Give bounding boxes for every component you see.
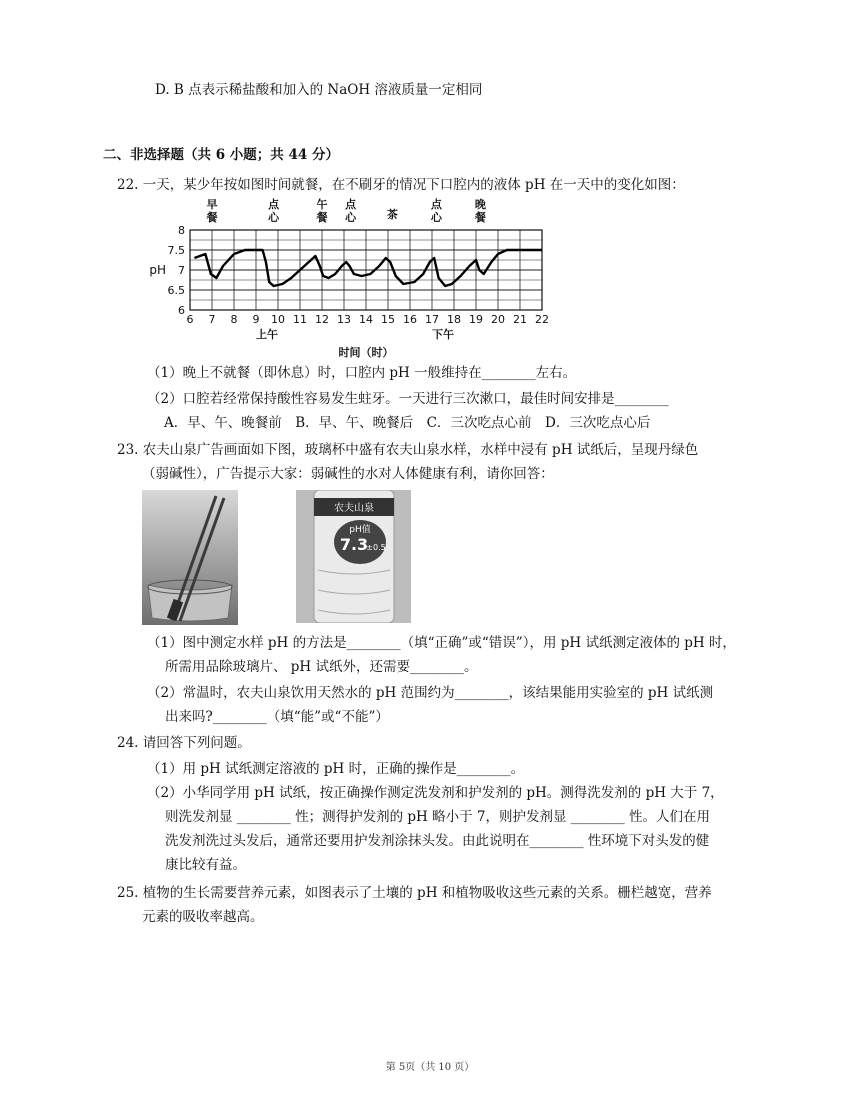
x-tick-label: 19 — [469, 313, 483, 326]
x-tick-label: 10 — [271, 313, 285, 326]
water-bottle-photo — [296, 490, 411, 623]
question-23-stem-line-1: 23. 农夫山泉广告画面如下图，玻璃杯中盛有农夫山泉水样，水样中浸有 pH 试纸后，呈现丹绿色 — [117, 442, 699, 458]
x-tick-label: 9 — [252, 313, 260, 326]
question-24-stem: 24. 请回答下列问题。 — [117, 735, 251, 751]
section-heading: 二、非选择题（共 6 小题；共 44 分） — [103, 147, 339, 163]
x-tick-label: 11 — [293, 313, 307, 326]
meal-label: 心 — [430, 211, 442, 224]
question-22-part-2: （2）口腔若经常保持酸性容易发生蛀牙。一天进行三次漱口，最佳时间安排是________ — [147, 391, 669, 407]
bottle-ph-value: 7.3 — [339, 535, 369, 554]
question-25-stem-line-1: 25. 植物的生长需要营养元素，如图表示了土壤的 pH 和植物吸收这些元素的关系。栅栏越宽，营养 — [117, 885, 712, 901]
bottle-brand-label: 农夫山泉 — [334, 503, 374, 514]
y-axis-label: pH — [149, 263, 166, 277]
period-label: 上午 — [256, 328, 278, 341]
question-21-option-d: D. B 点表示稀盐酸和加入的 NaOH 溶液质量一定相同 — [155, 82, 483, 98]
glass-with-ph-strip-photo — [142, 490, 238, 625]
question-22-stem: 22. 一天，某少年按如图时间就餐，在不刷牙的情况下口腔内的液体 pH 在一天中的变化如图： — [117, 177, 685, 193]
x-tick-label: 17 — [425, 313, 439, 326]
question-23-part-1-line-1: （1）图中测定水样 pH 的方法是________（填“正确”或“错误”），用 pH 试纸测定液体的 pH 时， — [147, 635, 736, 651]
x-tick-label: 21 — [513, 313, 527, 326]
x-tick-label: 20 — [491, 313, 505, 326]
x-tick-label: 14 — [359, 313, 373, 326]
y-tick-label: 8 — [178, 224, 185, 237]
ph-chart — [140, 198, 560, 368]
question-23-part-2-line-2: 出来吗?________（填“能”或“不能”） — [165, 709, 389, 725]
x-axis-label: 时间（时） — [338, 346, 394, 359]
meal-label: 心 — [268, 211, 280, 224]
question-24-part-2-line-4: 康比较有益。 — [165, 857, 246, 873]
x-tick-label: 18 — [447, 313, 461, 326]
meal-label: 点 — [268, 198, 280, 211]
x-tick-label: 6 — [186, 313, 194, 326]
period-label: 下午 — [432, 328, 454, 341]
meal-label: 餐 — [474, 211, 486, 224]
question-23-stem-line-2: （弱碱性），广告提示大家：弱碱性的水对人体健康有利，请你回答： — [142, 466, 554, 482]
x-tick-label: 7 — [208, 313, 216, 326]
meal-label: 点 — [430, 198, 442, 211]
question-23-part-2-line-1: （2）常温时，农夫山泉饮用天然水的 pH 范围约为________，该结果能用实验室的 pH 试纸测 — [147, 685, 714, 701]
question-22-part-1: （1）晚上不就餐（即休息）时，口腔内 pH 一般维持在________左右。 — [147, 365, 577, 381]
meal-label: 餐 — [206, 211, 218, 224]
x-tick-label: 12 — [315, 313, 329, 326]
question-24-part-1: （1）用 pH 试纸测定溶液的 pH 时，正确的操作是________。 — [147, 761, 525, 777]
y-tick-label: 7.5 — [167, 244, 185, 257]
x-tick-label: 16 — [403, 313, 417, 326]
y-tick-label: 7 — [178, 264, 185, 277]
x-tick-label: 15 — [381, 313, 395, 326]
question-24-part-2-line-1: （2）小华同学用 pH 试纸，按正确操作测定洗发剂和护发剂的 pH。测得洗发剂的 pH 大于 7， — [147, 785, 724, 801]
bottle-ph-range: ±0.5 — [366, 543, 386, 552]
meal-label: 心 — [345, 211, 357, 224]
question-22-options: A．早、午、晚餐前 B．早、午、晚餐后 C．三次吃点心前 D．三次吃点心后 — [164, 415, 651, 431]
y-tick-label: 6 — [178, 304, 185, 317]
question-24-part-2-line-2: 则洗发剂显 ________ 性；测得护发剂的 pH 略小于 7，则护发剂显 ________ 性。人们在用 — [165, 809, 711, 825]
question-25-stem-line-2: 元素的吸收率越高。 — [142, 909, 264, 925]
ph-curve — [194, 250, 542, 286]
meal-label: 午 — [316, 198, 328, 211]
meal-label: 点 — [345, 198, 357, 211]
page-footer: 第 5页（共 10 页） — [385, 1062, 475, 1073]
question-23-part-1-line-2: 所需用品除玻璃片、 pH 试纸外，还需要________。 — [165, 659, 478, 675]
bottle-ph-title: pH值 — [349, 525, 371, 535]
question-24-part-2-line-3: 洗发剂洗过头发后，通常还要用护发剂涂抹头发。由此说明在________ 性环境下对头发的健 — [165, 833, 710, 849]
y-tick-label: 6.5 — [167, 284, 185, 297]
meal-label: 餐 — [316, 211, 328, 224]
x-tick-label: 13 — [337, 313, 351, 326]
x-tick-label: 22 — [535, 313, 549, 326]
meal-label: 早 — [206, 198, 218, 211]
x-tick-label: 8 — [230, 313, 238, 326]
meal-label: 晚 — [474, 198, 486, 211]
meal-label: 茶 — [386, 208, 398, 221]
